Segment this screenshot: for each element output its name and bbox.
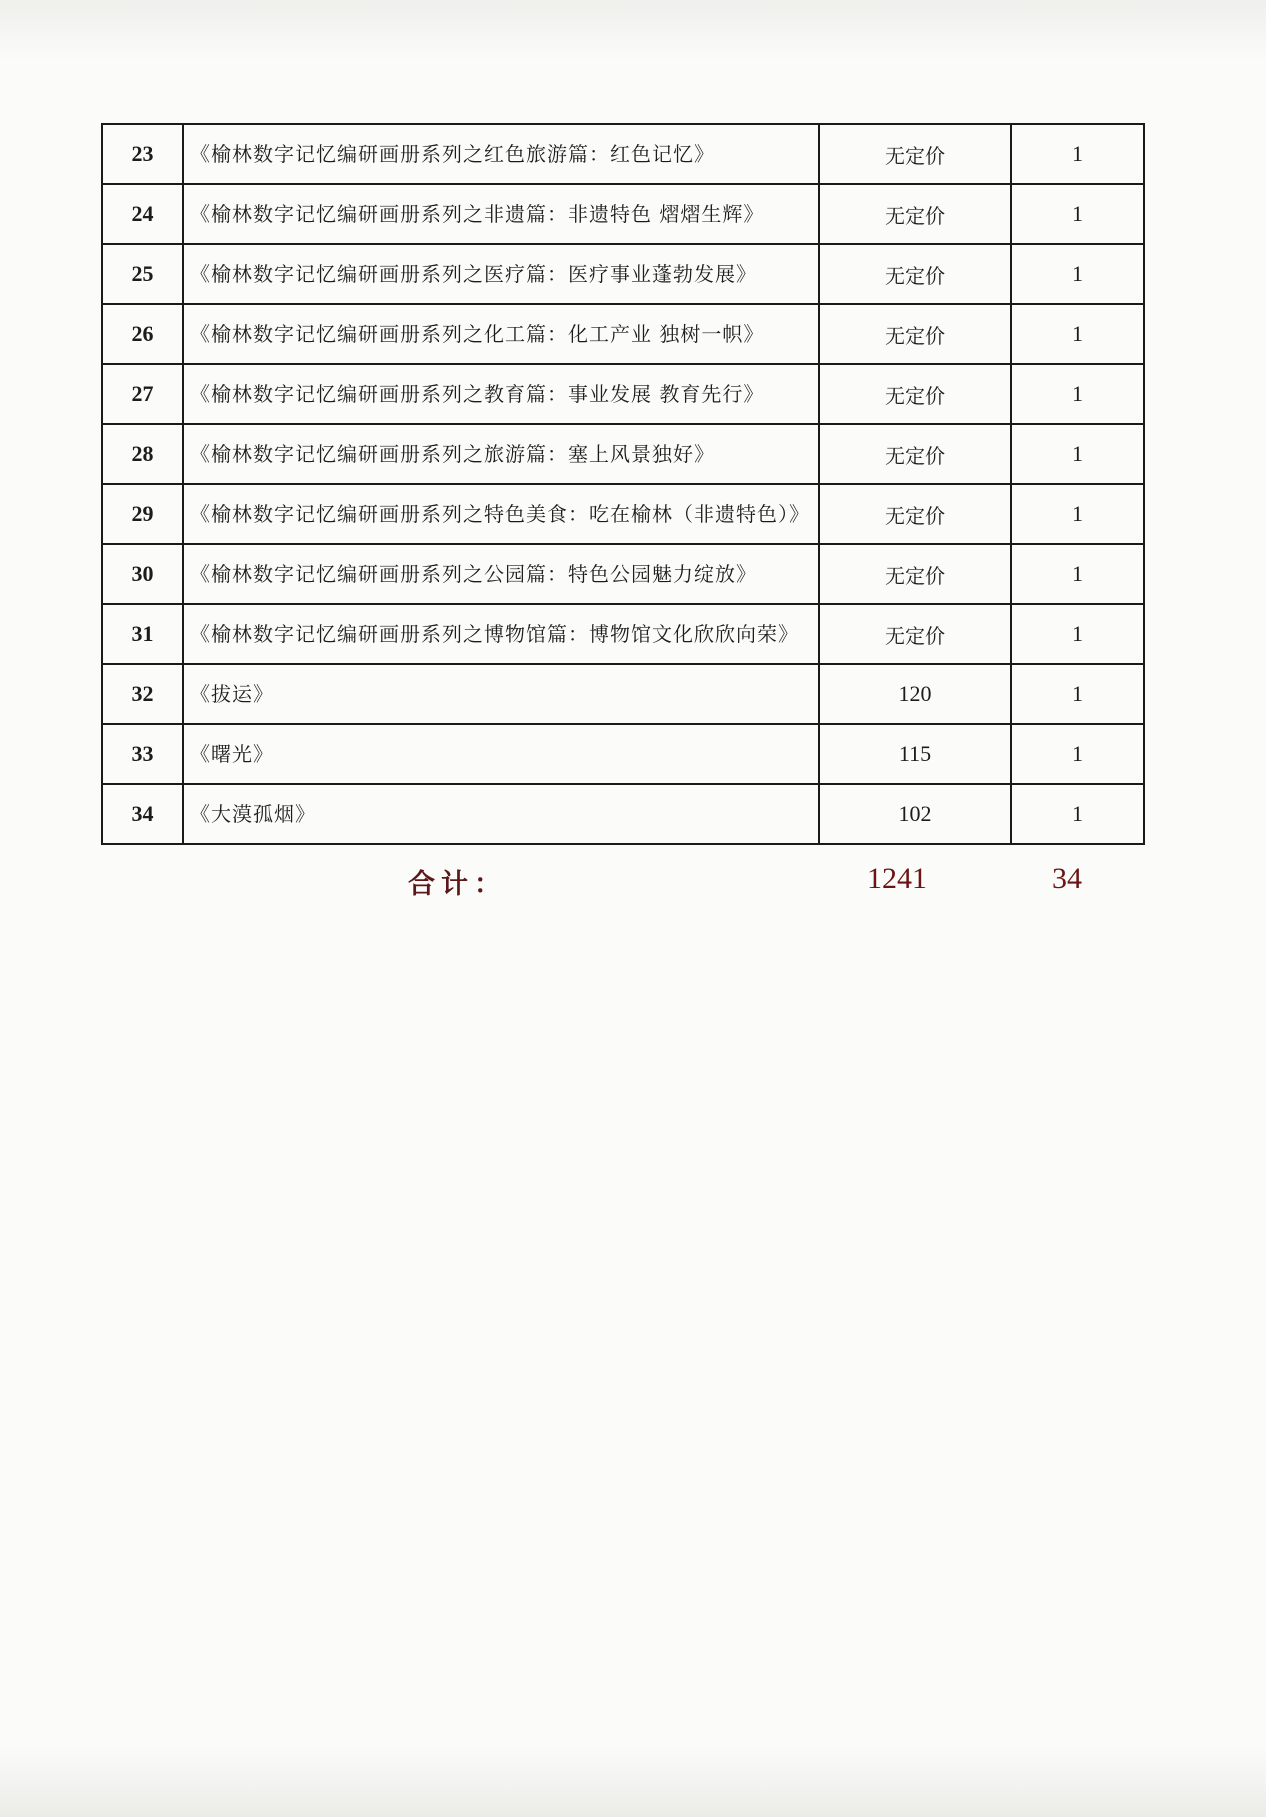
book-price: 无定价: [819, 304, 1011, 364]
table-row: [102, 364, 1144, 424]
table-row: [102, 724, 1144, 784]
table-row: [102, 124, 1144, 184]
table-row: [102, 784, 1144, 844]
book-title: 《榆林数字记忆编研画册系列之红色旅游篇：红色记忆》: [183, 124, 819, 184]
book-title: 《榆林数字记忆编研画册系列之特色美食：吃在榆林（非遗特色）》: [183, 484, 819, 544]
book-quantity: 1: [1011, 244, 1144, 304]
table-row: [102, 304, 1144, 364]
book-quantity: 1: [1011, 664, 1144, 724]
total-quantity: 34: [1052, 862, 1082, 895]
row-number: 32: [102, 664, 183, 724]
row-number: 24: [102, 184, 183, 244]
book-quantity: 1: [1011, 364, 1144, 424]
table-row: [102, 424, 1144, 484]
row-number: 31: [102, 604, 183, 664]
table-row: [102, 664, 1144, 724]
book-title: 《榆林数字记忆编研画册系列之教育篇：事业发展 教育先行》: [183, 364, 819, 424]
book-price: 无定价: [819, 544, 1011, 604]
row-number: 30: [102, 544, 183, 604]
row-number: 25: [102, 244, 183, 304]
book-price: 无定价: [819, 424, 1011, 484]
row-number: 28: [102, 424, 183, 484]
book-price: 无定价: [819, 364, 1011, 424]
book-quantity: 1: [1011, 604, 1144, 664]
total-price: 1241: [867, 862, 927, 895]
book-title: 《拔运》: [183, 664, 819, 724]
book-price: 无定价: [819, 184, 1011, 244]
book-quantity: 1: [1011, 544, 1144, 604]
book-quantity: 1: [1011, 784, 1144, 844]
total-label: 合计：: [408, 869, 507, 900]
book-price: 无定价: [819, 124, 1011, 184]
book-price: 102: [819, 784, 1011, 844]
scan-shadow-top: [0, 0, 1266, 60]
row-number: 23: [102, 124, 183, 184]
table-row: [102, 244, 1144, 304]
book-quantity: 1: [1011, 724, 1144, 784]
book-title: 《榆林数字记忆编研画册系列之公园篇：特色公园魅力绽放》: [183, 544, 819, 604]
book-title: 《榆林数字记忆编研画册系列之医疗篇：医疗事业蓬勃发展》: [183, 244, 819, 304]
book-quantity: 1: [1011, 124, 1144, 184]
row-number: 33: [102, 724, 183, 784]
book-title: 《大漠孤烟》: [183, 784, 819, 844]
row-number: 26: [102, 304, 183, 364]
book-title: 《曙光》: [183, 724, 819, 784]
row-number: 27: [102, 364, 183, 424]
book-price: 无定价: [819, 244, 1011, 304]
scan-shadow-bottom: [0, 1747, 1266, 1817]
book-price: 无定价: [819, 484, 1011, 544]
book-quantity: 1: [1011, 484, 1144, 544]
book-title: 《榆林数字记忆编研画册系列之博物馆篇：博物馆文化欣欣向荣》: [183, 604, 819, 664]
row-number: 29: [102, 484, 183, 544]
book-quantity: 1: [1011, 304, 1144, 364]
book-quantity: 1: [1011, 184, 1144, 244]
table-row: [102, 184, 1144, 244]
book-price: 120: [819, 664, 1011, 724]
book-list-table: [101, 123, 1145, 845]
table-row: [102, 604, 1144, 664]
book-price: 无定价: [819, 604, 1011, 664]
book-title: 《榆林数字记忆编研画册系列之非遗篇：非遗特色 熠熠生辉》: [183, 184, 819, 244]
table-row: [102, 544, 1144, 604]
table-row: [102, 484, 1144, 544]
row-number: 34: [102, 784, 183, 844]
book-quantity: 1: [1011, 424, 1144, 484]
book-price: 115: [819, 724, 1011, 784]
book-title: 《榆林数字记忆编研画册系列之化工篇：化工产业 独树一帜》: [183, 304, 819, 364]
book-title: 《榆林数字记忆编研画册系列之旅游篇：塞上风景独好》: [183, 424, 819, 484]
